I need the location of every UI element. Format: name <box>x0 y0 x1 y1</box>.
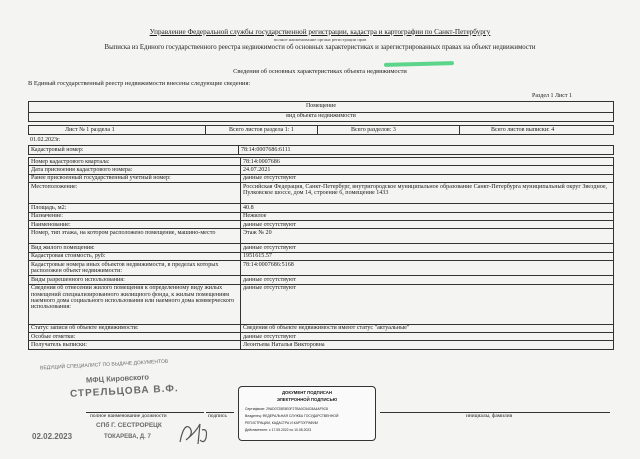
table-row <box>29 166 614 174</box>
table-row <box>29 324 614 332</box>
table-row <box>29 261 614 276</box>
esign-certificate: Сертификат: 29AD0725E5E0F27BA0C54C8A4AF9C8 <box>245 407 328 411</box>
row-value: Нежилое <box>241 212 614 220</box>
row-value: 24.07.2021 <box>241 166 614 174</box>
agency-subtitle: полное наименование органа регистрации прав <box>273 37 367 42</box>
row-label: Номер кадастрового квартала: <box>29 158 241 166</box>
agency-name: Управление Федеральной службы государственной регистрации, кадастра и картографии по Санкт-Петербургу <box>149 28 491 36</box>
row-value: Леонтьева Наталья Викторовна <box>241 341 614 349</box>
row-value: данные отсутствуют <box>241 244 614 252</box>
object-type-box <box>28 101 614 122</box>
row-label: Вид жилого помещения: <box>29 244 241 252</box>
row-label: Ранее присвоенный государственный учетный номер: <box>29 174 241 182</box>
table-row <box>29 183 614 204</box>
row-value: данные отсутствуют <box>241 333 614 341</box>
table-row <box>29 221 614 229</box>
highlighter-mark <box>384 61 454 67</box>
table-row <box>29 229 614 244</box>
electronic-signature-block <box>238 386 376 441</box>
stamp-address: ТОКАРЕВА, Д. 7 <box>104 434 151 440</box>
intro-text: В Единый государственный реестр недвижимости внесены следующие сведения: <box>28 80 251 87</box>
table-row <box>29 333 614 341</box>
row-label: Особые отметки: <box>29 333 241 341</box>
row-label: Площадь, м2: <box>29 204 241 212</box>
row-label: Дата присвоения кадастрового номера: <box>29 166 241 174</box>
signature-initials-label: инициалы, фамилия <box>466 413 513 419</box>
table-row <box>29 276 614 284</box>
table-row <box>29 174 614 182</box>
issuer-stamp <box>32 358 205 452</box>
handwritten-signature <box>174 418 214 448</box>
row-value: 40.8 <box>241 204 614 212</box>
table-row <box>29 244 614 252</box>
table-row <box>29 284 614 324</box>
row-value: 78:14:0007686:5168 <box>241 261 614 276</box>
stamp-date: 02.02.2023 <box>32 432 73 441</box>
table-row <box>29 252 614 260</box>
row-label: Виды разрешенного использования: <box>29 276 241 284</box>
stamp-office: МФЦ Кировского <box>85 372 150 385</box>
table-row <box>29 341 614 349</box>
row-value: Сведения об объекте недвижимости имеют статус "актуальные" <box>241 324 614 332</box>
row-label: Сведения об отнесении жилого помещения к определенному виду жилых помещений специализированного жилищного фонда, к жилым помещениям наемного дома социального использования или наемного дома коммерческого использования: <box>29 284 241 324</box>
sheets-in-section: Всего листов раздела 1: 1 <box>229 127 294 133</box>
esign-subtitle: ЭЛЕКТРОННОЙ ПОДПИСЬЮ <box>276 397 338 402</box>
row-label: Местоположение: <box>29 183 241 204</box>
esign-validity: Действителен: с 17.05.2022 по 10.08.2023 <box>245 428 312 432</box>
section-number: Раздел 1 Лист 1 <box>532 93 573 99</box>
cadastral-number-value: 78:14:0007686:6111 <box>241 147 291 153</box>
row-value: Российская Федерация, Санкт-Петербург, внутригородское муниципальное образование Санкт-Петербурга муниципальный округ Звездное, Пулковское шоссе, дом 14, строение 6, помещение 1433 <box>241 183 614 204</box>
row-label: Кадастровые номера иных объектов недвижимости, в пределах которых расположен объект недвижимости: <box>29 261 241 276</box>
total-sheets: Всего листов выписки: 4 <box>491 127 555 133</box>
signature-position-label: полное наименование должности <box>90 413 167 419</box>
row-label: Статус записи об объекте недвижимости: <box>29 324 241 332</box>
stamp-name: СТРЕЛЬЦОВА В.Ф. <box>69 383 179 400</box>
row-label: Назначение: <box>29 212 241 220</box>
signature-label: подпись <box>208 413 227 419</box>
cadastral-number-label: Кадастровый номер: <box>31 147 84 153</box>
row-value: данные отсутствуют <box>241 174 614 182</box>
row-value: данные отсутствуют <box>241 276 614 284</box>
row-value: данные отсутствуют <box>241 221 614 229</box>
row-value: данные отсутствуют <box>241 284 614 324</box>
stamp-position: ВЕДУЩИЙ СПЕЦИАЛИСТ ПО ВЫДАЧЕ ДОКУМЕНТОВ <box>39 358 169 372</box>
row-value: Этаж № 20 <box>241 229 614 244</box>
sheet-number: Лист № 1 раздела 1 <box>65 127 115 133</box>
object-type: Помещение <box>305 103 337 109</box>
row-label: Номер, тип этажа, на котором расположено помещение, машино-место <box>29 229 241 244</box>
cadastral-number-row <box>28 145 614 155</box>
cadastral-divider <box>238 146 239 154</box>
esign-title: ДОКУМЕНТ ПОДПИСАН <box>282 390 332 395</box>
sheet-divider-1 <box>205 126 206 134</box>
esign-owner-continued: РЕГИСТРАЦИИ, КАДАСТРА И КАРТОГРАФИИ <box>245 421 318 425</box>
extract-date: 01.02.2023г. <box>30 137 61 143</box>
sheet-divider-3 <box>459 126 460 134</box>
sheet-divider-2 <box>317 126 318 134</box>
characteristics-table <box>28 157 614 350</box>
table-row <box>29 158 614 166</box>
table-row <box>29 212 614 220</box>
sheet-info-row <box>28 125 614 135</box>
section-title: Сведения об основных характеристиках объекта недвижимости <box>233 68 407 75</box>
esign-owner: Владелец: ФЕДЕРАЛЬНАЯ СЛУЖБА ГОСУДАРСТВЕННОЙ <box>245 414 339 418</box>
table-row <box>29 204 614 212</box>
row-label: Кадастровая стоимость, руб: <box>29 252 241 260</box>
extract-title: Выписка из Единого государственного реестра недвижимости об основных характеристиках и зарегистрированных правах на объект недвижимости <box>104 44 536 51</box>
total-sections: Всего разделов: 3 <box>351 127 396 133</box>
row-value: 1951615.57 <box>241 252 614 260</box>
stamp-city: СПб Г. СЕСТРОРЕЦК <box>96 422 162 429</box>
object-type-caption: вид объекта недвижимости <box>286 113 356 119</box>
row-label: Получатель выписки: <box>29 341 241 349</box>
row-label: Наименование: <box>29 221 241 229</box>
row-value: 78:14:0007686 <box>241 158 614 166</box>
